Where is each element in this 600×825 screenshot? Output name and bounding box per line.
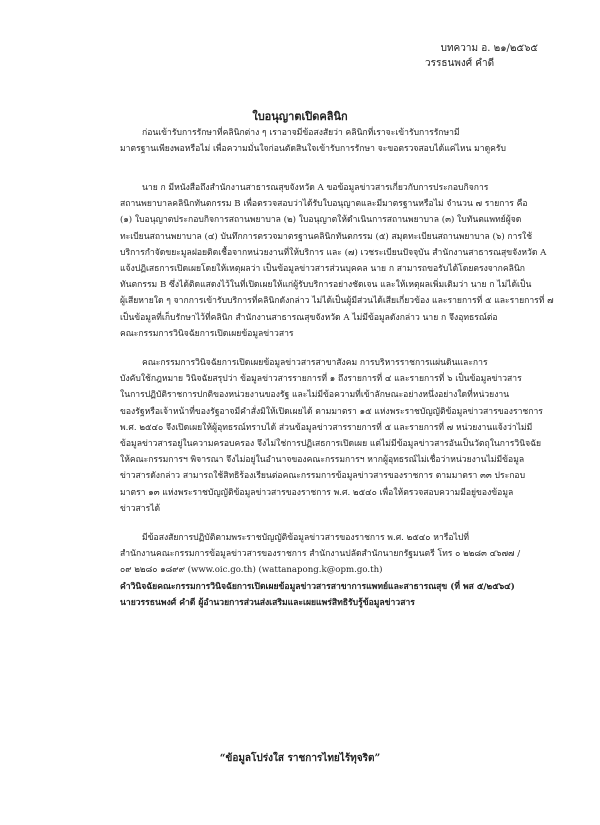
contact-line: ๐๙ ๒๒๘๐ ๑๘๙๙ (www.oic.go.th) (wattanapong.k@opm.go.th) [120,565,383,576]
contact-paragraph [120,530,568,611]
text-line: มาตรา ๑๓ แห่งพระราชบัญญัติข้อมูลข่าวสารของราชการ พ.ศ. ๒๕๔๐ เพื่อให้ตรวจสอบความมีอยู่ของข้อมูล [120,487,514,498]
text-line: สำนักงานคณะกรรมการข้อมูลข่าวสารของราชการ สำนักงานปลัดสำนักนายกรัฐมนตรี โทร ๐ ๒๒๘๓ ๔๖๗๗ / [120,549,521,560]
text-line: แจ้งปฏิเสธการเปิดเผยโดยให้เหตุผลว่า เป็นข้อมูลข่าวสารส่วนบุคคล นาย ก สามารถขอรับได้โดยตรงจากคลินิก [120,264,525,275]
text-line: เป็นข้อมูลที่เก็บรักษาไว้ที่คลินิก สำนักงานสาธารณสุขจังหวัด A ไม่มีข้อมูลดังกล่าว นาย ก จึงอุทธรณ์ต่อ [120,312,498,323]
text-line: คณะกรรมการวินิจฉัยการเปิดเผยข้อมูลข่าวสารสาขาสังคม การบริหารราชการแผ่นดินและการ [142,358,488,368]
text-line: ทันตกรรม B ซึ่งได้ติดแสดงไว้ในที่เปิดเผยให้แก่ผู้รับบริการอย่างชัดเจน และให้เหตุผลเพิ่มเติมว่า นาย ก ไม่ได้เป็น [120,280,532,291]
case-paragraph [120,180,568,342]
text-line: บริการกำจัดขยะมูลฝอยติดเชื้อจากหน่วยงานที่ให้บริการ และ (๗) เวชระเบียนปัจจุบัน สำนักงานสาธารณสุขจังหวัด A [120,247,547,258]
text-line: ทะเบียนสถานพยาบาล (๔) บันทึกการตรวจมาตรฐานคลินิกทันตกรรม (๕) สมุดทะเบียนสถานพยาบาล (๖) การใช้ [120,231,533,242]
text-line: คณะกรรมการวินิจฉัยการเปิดเผยข้อมูลข่าวสาร [120,328,294,339]
text-line: ในการปฏิบัติราชการปกติของหน่วยงานของรัฐ และไม่มีข้อความที่เข้าลักษณะอย่างหนึ่งอย่างใดที่หน่วยงาน [120,390,510,401]
text-line: (๑) ใบอนุญาตประกอบกิจการสถานพยาบาล (๒) ใบอนุญาตให้ดำเนินการสถานพยาบาล (๓) ใบทันตแพทย์ผู้จด [120,215,522,226]
text-line: ของรัฐหรือเจ้าหน้าที่ของรัฐอาจมีคำสั่งมิให้เปิดเผยได้ ตามมาตรา ๑๕ แห่งพระราชบัญญัติข้อมูลข่าวสารของราชการ [120,406,543,417]
text-line: ข่าวสารดังกล่าว สามารถใช้สิทธิร้องเรียนต่อคณะกรรมการข้อมูลข่าวสารของราชการ ตามมาตรา ๓๓ ประกอบ [120,471,526,482]
decision-reference: คำวินิจฉัยคณะกรรมการวินิจฉัยการเปิดเผยข้อมูลข่าวสารสาขาการแพทย์และสาธารณสุข (ที่ พส ๕/๒๕๖๔) [120,581,515,592]
text-line: มีข้อสงสัยการปฏิบัติตามพระราชบัญญัติข้อมูลข่าวสารของราชการ พ.ศ. ๒๕๔๐ หารือไปที่ [142,533,469,543]
text-line: ให้คณะกรรมการฯ พิจารณา จึงไม่อยู่ในอำนาจของคณะกรรมการฯ หากผู้อุทธรณ์ไม่เชื่อว่าหน่วยงานไม่มีข้อมูล [120,455,525,466]
text-line: ผู้เสียหายใด ๆ จากการเข้ารับบริการที่คลินิกดังกล่าว ไม่ได้เป็นผู้มีส่วนได้เสียเกี่ยวข้อง และรายการที่ ๕ และรายการที่ ๗ [120,296,554,307]
text-line: พ.ศ. ๒๕๔๐ จึงเปิดเผยให้ผู้อุทธรณ์ทราบได้ ส่วนข้อมูลข่าวสารรายการที่ ๕ และรายการที่ ๗ หน่วยงานแจ้งว่าไม่มี [120,422,533,433]
author-name: วรรธนพงศ์ คำดี [425,58,495,69]
text-line: ข้อมูลข่าวสารอยู่ในความครอบครอง จึงไม่ใช่การปฏิเสธการเปิดเผย แต่ไม่มีข้อมูลข่าวสารอันเป็นวัตถุในการวินิจฉัย [120,439,542,450]
slogan: “ข้อมูลโปร่งใส ราชการไทยไร้ทุจริต” [219,753,381,764]
author-position: นายวรรธนพงศ์ คำดี ผู้อำนวยการส่วนส่งเสริมและเผยแพร่สิทธิรับรู้ข้อมูลข่าวสาร [120,597,415,608]
decision-paragraph [120,355,568,517]
text-line: บังคับใช้กฎหมาย วินิจฉัยสรุปว่า ข้อมูลข่าวสารรายการที่ ๑ ถึงรายการที่ ๔ และรายการที่ ๖ เป็นข้อมูลข่าวสาร [120,374,522,385]
text-line: นาย ก มีหนังสือถึงสำนักงานสาธารณสุขจังหวัด A ขอข้อมูลข่าวสารเกี่ยวกับการประกอบกิจการ [142,183,489,193]
intro-paragraph [120,125,568,157]
text-line: มาตรฐานเพียงพอหรือไม่ เพื่อความมั่นใจก่อนตัดสินใจเข้ารับการรักษา จะขอตรวจสอบได้แค่ไหน มาดูครับ [120,144,506,155]
document-title: ใบอนุญาตเปิดคลินิก [252,110,348,123]
text-line: ก่อนเข้ารับการรักษาที่คลินิกต่าง ๆ เราอาจมีข้อสงสัยว่า คลินิกที่เราจะเข้ารับการรักษามี [142,128,460,138]
text-line: สถานพยาบาลคลินิกทันตกรรม B เพื่อตรวจสอบว่าได้รับใบอนุญาตและมีมาตรฐานหรือไม่ จำนวน ๗ รายการ คือ [120,199,528,210]
text-line: ข่าวสารได้ [120,503,161,514]
article-reference: บทความ อ. ๒๑/๒๕๖๕ [440,43,538,54]
